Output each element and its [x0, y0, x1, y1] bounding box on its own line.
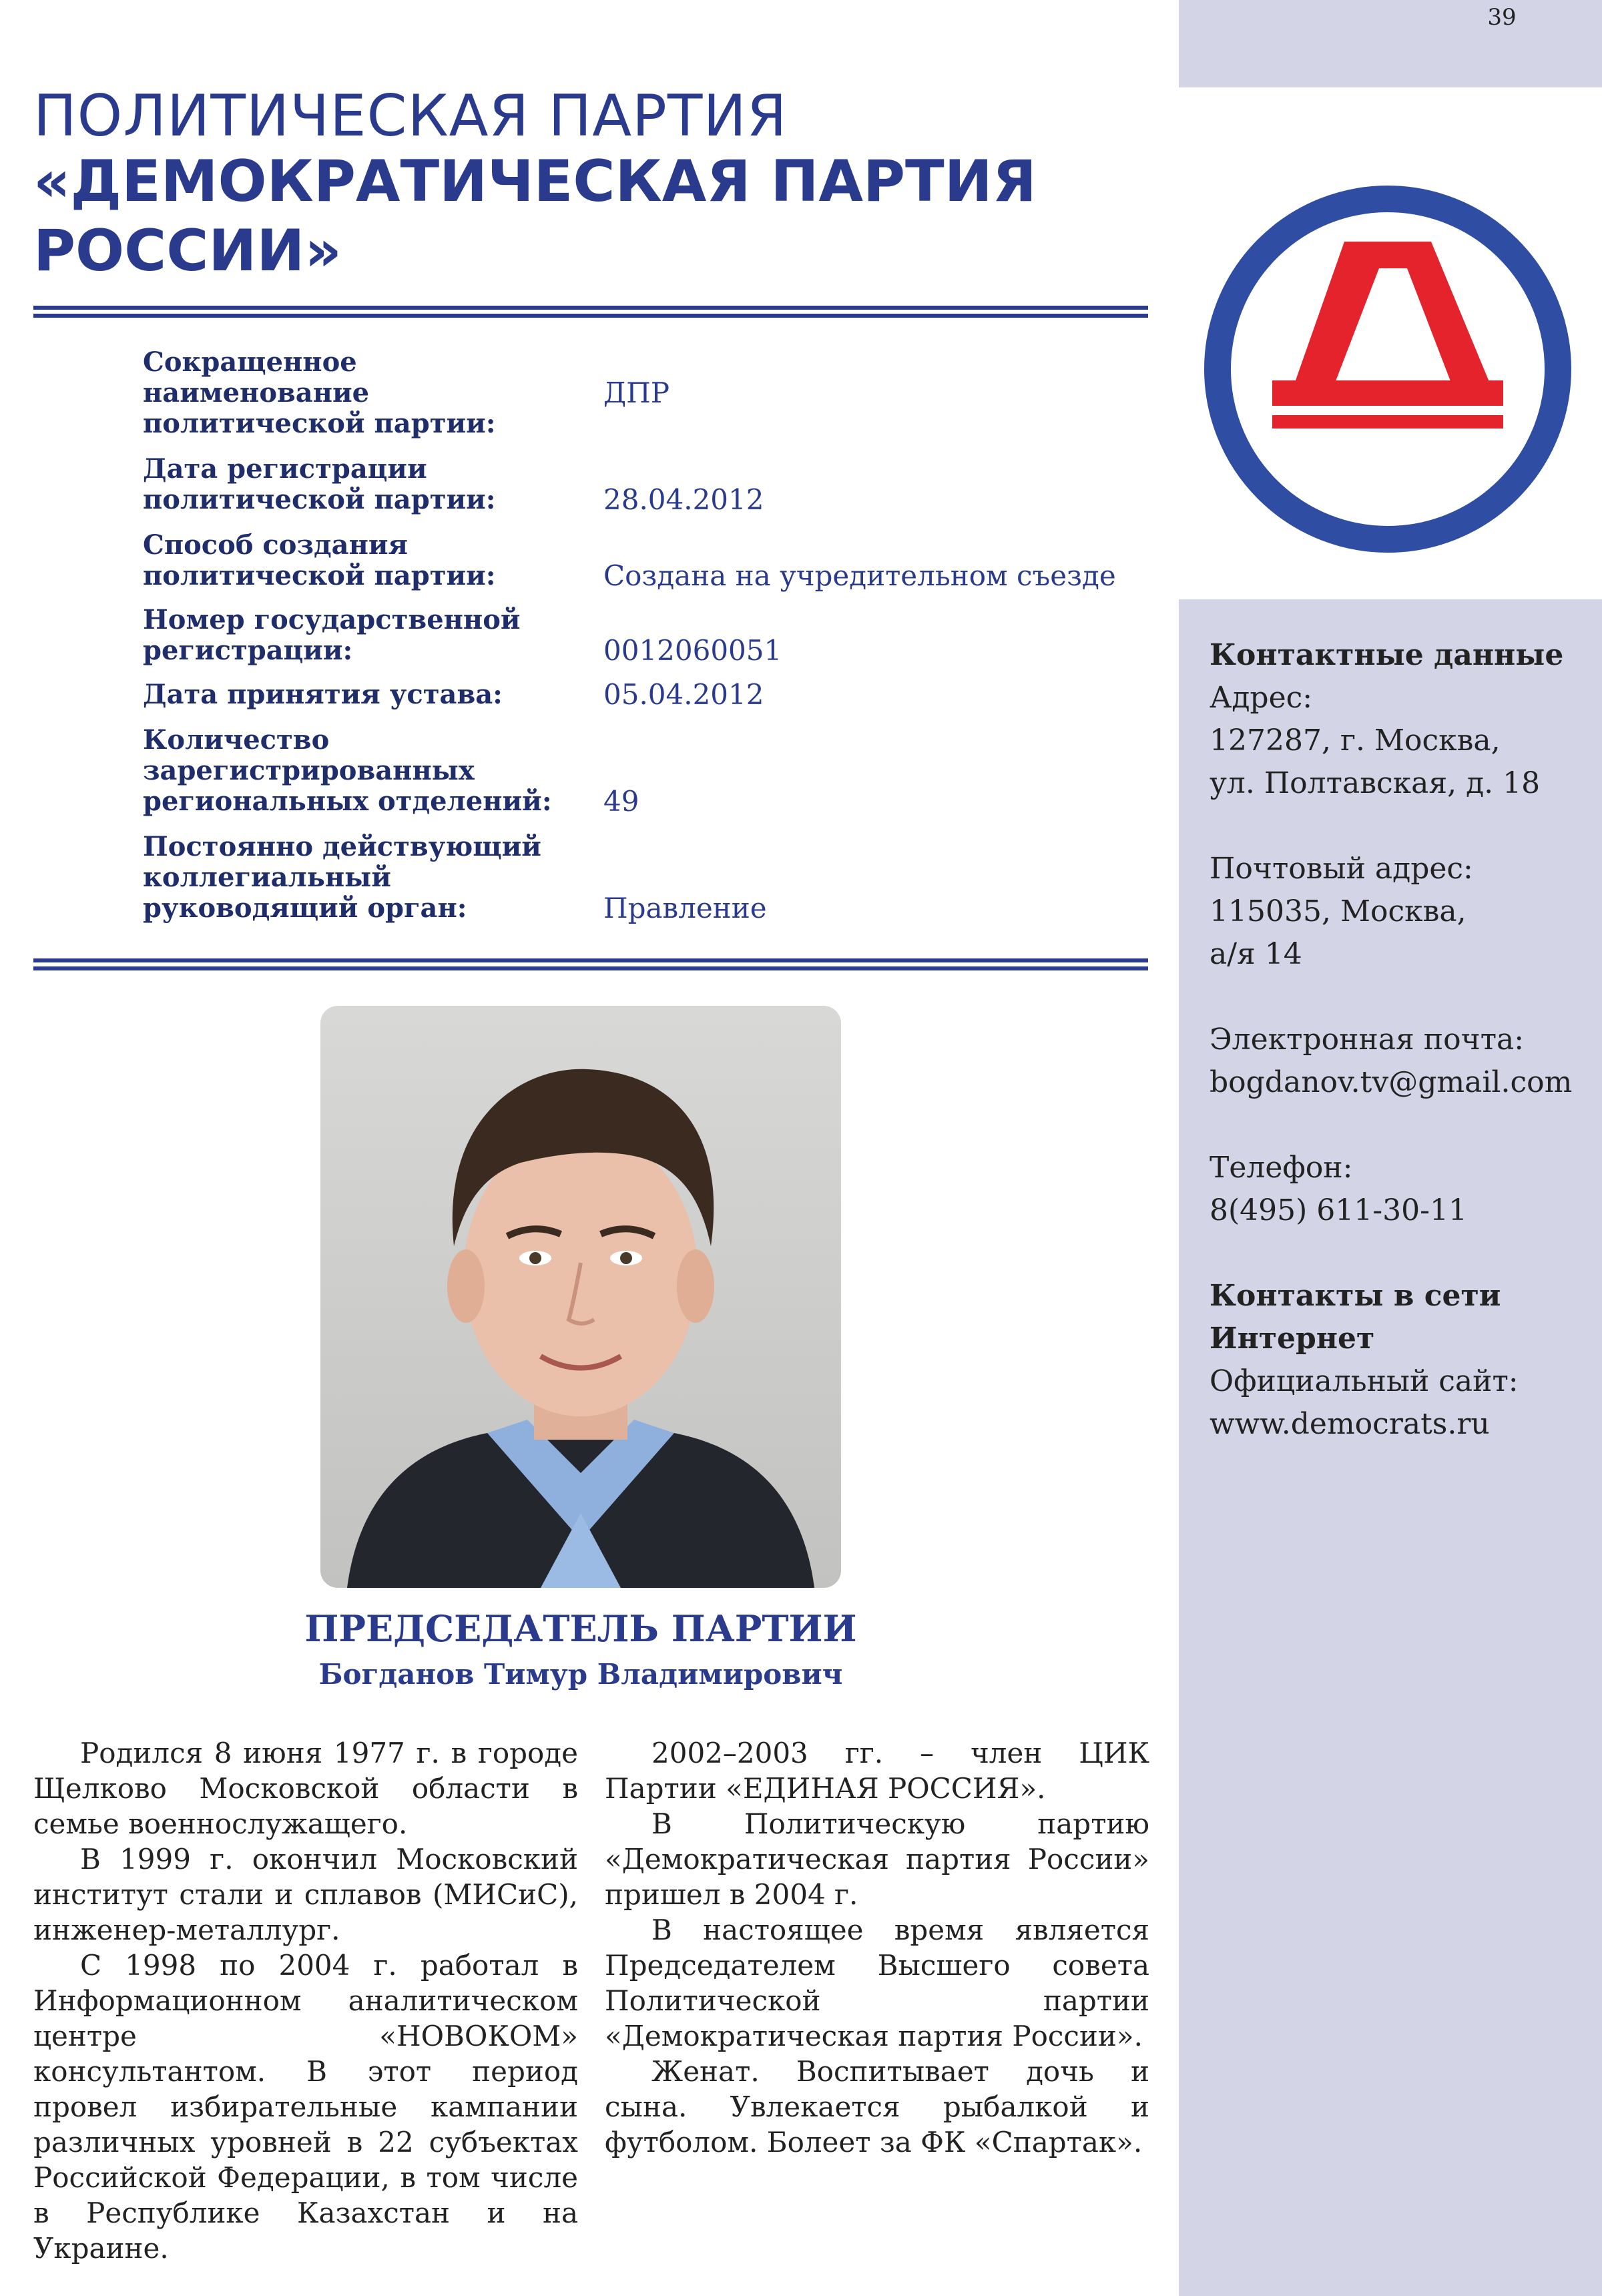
info-label-charter-date: Дата принятия устава: — [143, 679, 503, 710]
bio-paragraph: Женат. Воспитывает дочь и сына. Увлекается рыбалкой и футболом. Болеет за ФК «Спартак». — [605, 2055, 1149, 2159]
chairman-heading: ПРЕДСЕДАТЕЛЬ ПАРТИИ — [304, 1607, 857, 1650]
title-line-1: ПОЛИТИЧЕСКАЯ ПАРТИЯ — [33, 83, 788, 150]
phone-number: 8(495) 611-30-11 — [1210, 1193, 1467, 1227]
page-title — [33, 85, 1168, 286]
address-line: ул. Полтавская, д. 18 — [1210, 766, 1541, 800]
title-line-2: «ДЕМОКРАТИЧЕСКАЯ ПАРТИЯ — [33, 148, 1037, 215]
info-value-registration-date: 28.04.2012 — [603, 483, 764, 516]
postal-address-line: а/я 14 — [1210, 937, 1302, 971]
spacer — [1210, 805, 1590, 848]
website-label: Официальный сайт: — [1210, 1364, 1519, 1398]
info-value-creation-method: Создана на учредительном съезде — [603, 559, 1116, 592]
spacer — [1210, 1232, 1590, 1275]
info-value-charter-date: 05.04.2012 — [603, 678, 764, 711]
bio-paragraph: В настоящее время является Председателем Высшего совета Политической партии «Демократическая партия России». — [605, 1914, 1149, 2052]
page-number: 39 — [1487, 4, 1517, 31]
contacts-heading: Контактные данные — [1210, 638, 1564, 672]
spacer — [1210, 976, 1590, 1019]
party-logo — [1199, 180, 1577, 558]
info-label-regional-branches: Количество зарегистрированных региональных отделений: — [143, 724, 552, 817]
postal-address-line: 115035, Москва, — [1210, 894, 1466, 928]
chairman-portrait-photo — [320, 1006, 841, 1588]
info-value-registration-number: 0012060051 — [603, 634, 782, 667]
phone-label: Телефон: — [1210, 1151, 1353, 1185]
info-label-registration-date: Дата регистрации политической партии: — [143, 453, 496, 515]
bio-column-right — [605, 1735, 1149, 2160]
bottom-double-rule — [33, 958, 1148, 970]
internet-heading: Контакты в сети — [1210, 1279, 1501, 1313]
title-line-3: РОССИИ» — [33, 218, 342, 284]
info-label-creation-method: Способ создания политической партии: — [143, 529, 496, 591]
bio-paragraph: В Политическую партию «Демократическая партия России» пришел в 2004 г. — [605, 1807, 1149, 1911]
portrait-illustration — [320, 1006, 841, 1588]
bio-paragraph: В 1999 г. окончил Московский институт стали и сплавов (МИСиС), инженер-металлург. — [33, 1843, 578, 1946]
postal-address-label: Почтовый адрес: — [1210, 852, 1473, 886]
internet-heading: Интернет — [1210, 1322, 1375, 1356]
bio-paragraph: С 1998 по 2004 г. работал в Информационном аналитическом центре «НОВОКОМ» консультантом. В этот период провел избирательные кампании различных уровней в 22 субъектах Российской Федерации, в том числе в Республике Казахстан и на Украине. — [33, 1949, 578, 2265]
bio-paragraph: 2002–2003 гг. – член ЦИК Партии «ЕДИНАЯ РОССИЯ». — [605, 1737, 1149, 1805]
info-value-governing-body: Правление — [603, 892, 767, 924]
top-double-rule — [33, 306, 1148, 318]
info-label-governing-body: Постоянно действующий коллегиальный руководящий орган: — [143, 831, 541, 924]
address-line: 127287, г. Москва, — [1210, 724, 1501, 758]
info-value-regional-branches: 49 — [603, 785, 639, 818]
info-label-short-name: Сокращенное наименование политической партии: — [143, 346, 496, 439]
bio-paragraph: Родился 8 июня 1977 г. в городе Щелково Московской области в семье военнослужащего. — [33, 1737, 578, 1840]
spacer — [1210, 1104, 1590, 1147]
address-label: Адрес: — [1210, 681, 1313, 715]
bio-column-left — [33, 1735, 578, 2266]
info-label-registration-number: Номер государственной регистрации: — [143, 604, 521, 666]
email-address: bogdanov.tv@gmail.com — [1210, 1065, 1573, 1099]
contact-details — [1210, 634, 1590, 1446]
email-label: Электронная почта: — [1210, 1023, 1525, 1057]
sidebar-top-band — [1179, 0, 1602, 87]
website-url: www.democrats.ru — [1210, 1407, 1490, 1441]
chairman-name: Богданов Тимур Владимирович — [318, 1658, 843, 1691]
info-value-short-name: ДПР — [603, 376, 670, 409]
